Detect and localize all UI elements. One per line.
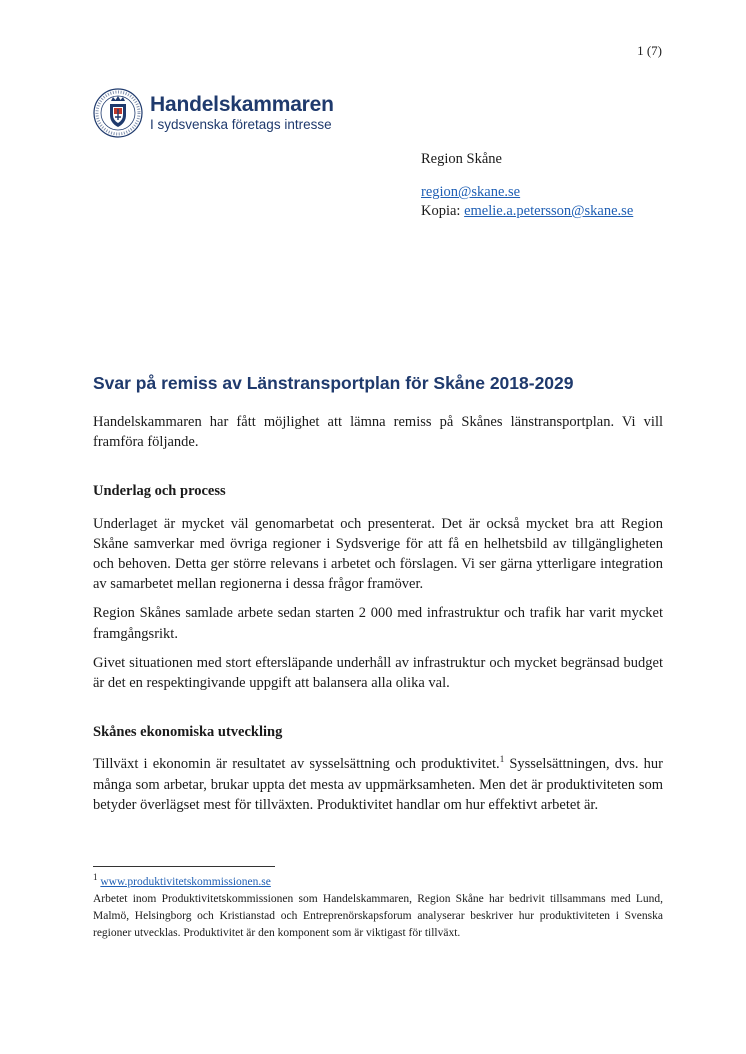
intro-paragraph: Handelskammaren har fått möjlighet att lämna remiss på Skånes länstransportplan. Vi vill framföra följande. — [93, 414, 663, 451]
section-heading-underlag: Underlag och process — [93, 483, 226, 500]
copy-label: Kopia: — [421, 203, 461, 219]
footnote-number: 1 — [93, 872, 98, 883]
paragraph-start: Tillväxt i ekonomin är resultatet av sysselsättning och produktivitet. — [93, 756, 500, 773]
handelskammaren-seal-icon — [92, 87, 144, 139]
footnote-link[interactable]: www.produktivitetskommissionen.se — [100, 876, 271, 888]
paragraph — [93, 754, 663, 815]
footnote-divider — [93, 866, 275, 867]
footnotes — [93, 874, 663, 942]
logo-tagline: I sydsvenska företags intresse — [150, 117, 332, 132]
footnote-text: Arbetet inom Produktivitetskommissionen som Handelskammaren, Region Skåne har bedrivit tillsammans med Lund, Malmö, Helsingborg och Kristianstad och Entreprenörskapsforum analyserar beskriver hur produktiviteten i Svenska regioner utvecklas. Produktivitet är den komponent som är viktigast för tillväxt. — [93, 893, 663, 939]
recipient-email-link[interactable]: region@skane.se — [421, 184, 521, 200]
recipient-name: Region Skåne — [421, 151, 502, 167]
paragraph: Givet situationen med stort eftersläpande underhåll av infrastruktur och mycket begränsad budget är det en respektingivande uppgift att balansera alla olika val. — [93, 654, 663, 692]
logo-name: Handelskammaren — [150, 93, 334, 116]
document-body — [93, 412, 663, 824]
footnote-reference[interactable]: 1 — [499, 754, 505, 765]
document-title: Svar på remiss av Länstransportplan för Skåne 2018-2029 — [93, 373, 574, 393]
recipient-block — [421, 150, 633, 221]
page-number: 1 (7) — [637, 43, 662, 58]
paragraph: Region Skånes samlade arbete sedan starten 2 000 med infrastruktur och trafik har varit mycket framgångsrikt. — [93, 605, 663, 642]
copy-email-link[interactable]: emelie.a.petersson@skane.se — [464, 203, 634, 219]
paragraph: Underlaget är mycket väl genomarbetat och presenterat. Det är också mycket bra att Region Skåne samverkar med övriga regioner i Sydsverige för att få en helhetsbild av tillgängligheten och behoven. Detta ger större relevans i arbetet och förslagen. Vi ser gärna ytterligare integration av samarbetet mellan regionerna i dessa frågor framöver. — [93, 515, 663, 593]
paragraph-end: Sysselsättningen, dvs. hur många som arbetar, brukar uppta det mesta av uppmärksamheten. Men det är produktiviteten som betyder överlägset mest för tillväxten. Produktivitet handlar om hur effektivt arbetet är. — [93, 756, 663, 813]
section-heading-ekonomi: Skånes ekonomiska utveckling — [93, 724, 283, 741]
handelskammaren-logo — [92, 85, 334, 141]
